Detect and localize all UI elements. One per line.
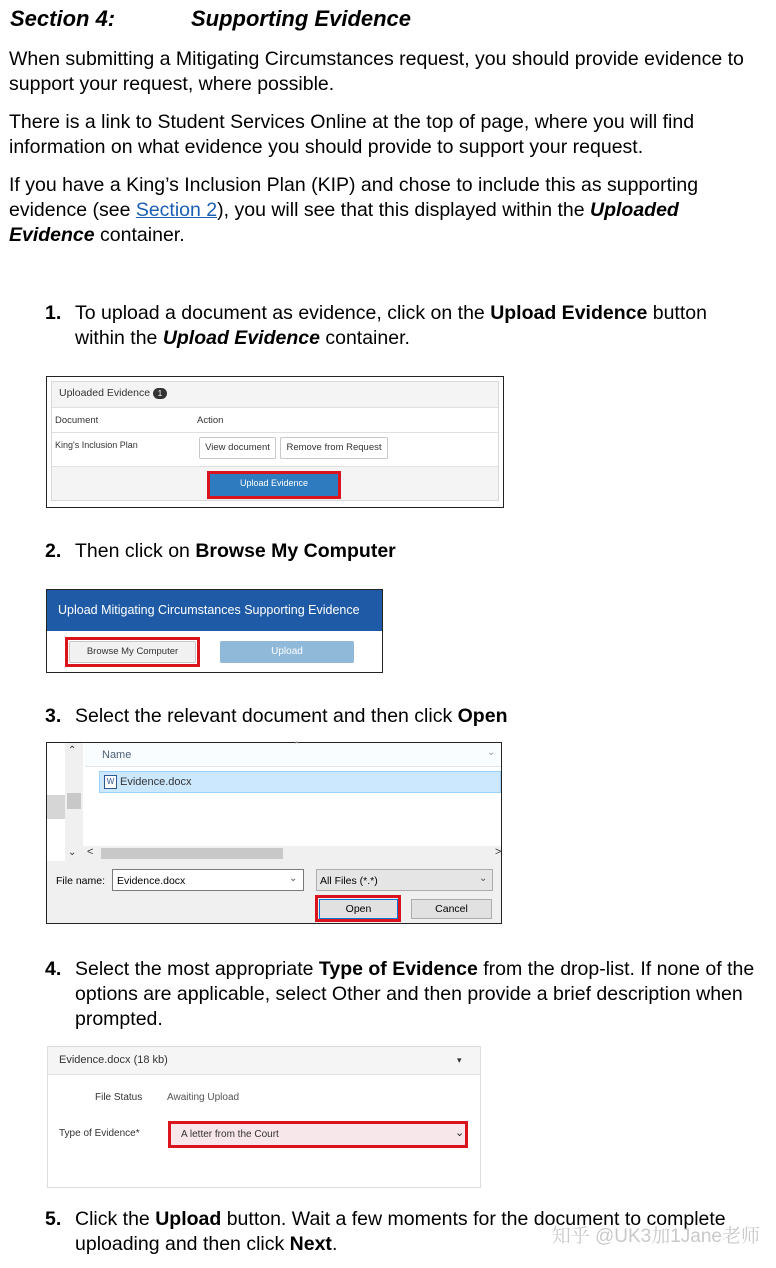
- p3-text-a: If you have a King’s Inclusion Plan (KIP) and chose to include this as supporting evidence (see: [9, 174, 699, 221]
- step-text-part: Select the most appropriate: [75, 958, 319, 980]
- count-badge: 1: [153, 388, 167, 399]
- evidence-file-panel: [47, 1046, 481, 1188]
- type-of-evidence-select[interactable]: [168, 1121, 468, 1148]
- file-type-value: All Files (*.*): [320, 875, 378, 887]
- chevron-down-icon[interactable]: ⌄: [487, 747, 496, 758]
- step-number: 4.: [45, 958, 62, 980]
- upload-evidence-button[interactable]: Upload Evidence: [210, 474, 338, 496]
- col-name[interactable]: Name: [102, 749, 132, 761]
- step-text-part: To upload a document as evidence, click on the: [75, 302, 491, 324]
- caret-down-icon[interactable]: ▾: [457, 1055, 462, 1065]
- step-number: 2.: [45, 540, 62, 562]
- scroll-down-icon[interactable]: ⌄: [68, 847, 77, 858]
- chevron-down-icon[interactable]: ⌄: [455, 1127, 465, 1139]
- step-bold: Upload Evidence: [490, 302, 648, 324]
- step-text-part: .: [331, 1233, 338, 1255]
- type-of-evidence-label: Type of Evidence*: [59, 1128, 140, 1139]
- p3-bold: Uploaded Evidence: [9, 199, 679, 246]
- step-text: [75, 301, 757, 351]
- filename-label: File name:: [56, 875, 106, 887]
- chevron-down-icon[interactable]: ⌄: [479, 873, 488, 884]
- cancel-button[interactable]: Cancel: [411, 899, 492, 919]
- step-bold-italic: Upload Evidence: [162, 327, 320, 349]
- panel-title: Evidence.docx (18 kb): [59, 1054, 168, 1066]
- file-open-dialog: [46, 742, 502, 924]
- column-header: [85, 740, 501, 767]
- step-bold: Open: [457, 705, 508, 727]
- step-text-part: from the drop-list. If none of the options are applicable, select Other and then provide a brief description when prompted.: [75, 958, 755, 1030]
- step-text-part: Then click on: [75, 540, 196, 562]
- section-2-link[interactable]: Section 2: [135, 199, 218, 221]
- scroll-thumb[interactable]: [101, 848, 283, 859]
- watermark: 知乎 @UK3加1Jane老师: [551, 1226, 760, 1247]
- file-name: Evidence.docx: [120, 776, 192, 788]
- intro-paragraph-2: There is a link to Student Services Online at the top of page, where you will find information on what evidence you should provide to support your request.: [9, 111, 695, 158]
- step-bold: Browse My Computer: [195, 540, 396, 562]
- step-text: [75, 539, 757, 564]
- step-bold: Type of Evidence: [318, 958, 478, 980]
- scroll-thumb[interactable]: [67, 793, 81, 809]
- filename-input[interactable]: [112, 869, 304, 891]
- view-document-button[interactable]: View document: [199, 437, 276, 459]
- step-bold: Upload: [155, 1208, 222, 1230]
- list-item[interactable]: [99, 771, 501, 793]
- file-status-label: File Status: [95, 1092, 143, 1103]
- section-title: Supporting Evidence: [191, 6, 412, 31]
- horizontal-scrollbar[interactable]: [83, 846, 501, 861]
- browse-my-computer-button[interactable]: Browse My Computer: [69, 641, 196, 663]
- panel-header: [48, 1047, 480, 1075]
- step-text-part: Select the relevant document and then click: [75, 705, 458, 727]
- remove-from-request-button[interactable]: Remove from Request: [280, 437, 388, 459]
- scroll-up-icon[interactable]: ⌃: [68, 745, 77, 756]
- panel-title-text: Uploaded Evidence: [59, 387, 151, 399]
- col-action: Action: [197, 415, 224, 426]
- highlight-box: [207, 471, 341, 499]
- sort-caret-icon: ⌃: [293, 740, 301, 750]
- step-number: 3.: [45, 705, 62, 727]
- step-text-part: button within the: [75, 302, 707, 349]
- step-text: [75, 704, 757, 729]
- highlight-box: [315, 895, 401, 922]
- scroll-right-icon[interactable]: >: [495, 846, 502, 858]
- step-text: [75, 957, 757, 1032]
- type-of-evidence-value: A letter from the Court: [181, 1129, 279, 1140]
- file-status-value: Awaiting Upload: [167, 1092, 240, 1103]
- table-header: [52, 407, 498, 433]
- file-type-select[interactable]: [316, 869, 493, 891]
- chevron-down-icon[interactable]: ⌄: [289, 873, 298, 884]
- step-number: 5.: [45, 1208, 62, 1230]
- uploaded-evidence-panel: [46, 376, 504, 508]
- intro-paragraph-3: [9, 173, 759, 248]
- filename-value: Evidence.docx: [117, 875, 186, 887]
- intro-paragraph-1: When submitting a Mitigating Circumstances request, you should provide evidence to support your request, where possible.: [9, 48, 744, 95]
- panel-title: [59, 387, 167, 399]
- step-text-part: container.: [319, 327, 410, 349]
- dialog-header: Upload Mitigating Circumstances Supporting Evidence: [47, 590, 382, 631]
- p3-text-b: ), you will see that this displayed within the: [217, 199, 590, 221]
- row-document-name: King's Inclusion Plan: [55, 440, 138, 450]
- step-text-part: button. Wait a few moments for the document to complete uploading and then click: [75, 1208, 726, 1255]
- p3-text-c: container.: [94, 224, 185, 246]
- step-bold: Next: [289, 1233, 332, 1255]
- section-heading: [10, 6, 412, 31]
- upload-dialog: [46, 589, 383, 673]
- open-button[interactable]: Open: [319, 899, 398, 919]
- upload-button[interactable]: Upload: [220, 641, 354, 663]
- scroll-thumb-left[interactable]: [47, 795, 65, 819]
- col-document: Document: [55, 415, 99, 426]
- step-number: 1.: [45, 302, 62, 324]
- word-document-icon: W: [104, 775, 117, 789]
- section-number: Section 4:: [10, 6, 116, 31]
- scroll-left-icon[interactable]: <: [87, 846, 94, 858]
- step-text-part: Click the: [75, 1208, 156, 1230]
- highlight-box: [65, 637, 200, 667]
- table-row: [52, 433, 498, 467]
